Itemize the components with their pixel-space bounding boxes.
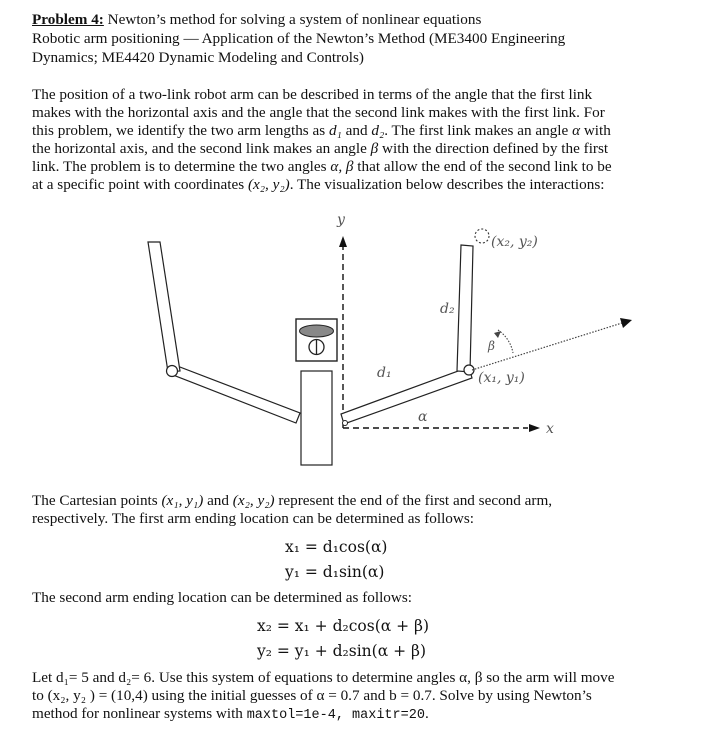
intro-text: with	[580, 122, 611, 139]
middle-text: The Cartesian points	[32, 492, 162, 509]
first-link-left	[168, 364, 300, 423]
equation-y1: y₁ = d₁sin(α)	[285, 563, 385, 581]
symbol-alpha-beta: α, β	[330, 158, 354, 175]
intro-text: link. The problem is to determine the two angles	[32, 158, 331, 175]
closing-line-1: Let d₁= 5 and d₂= 6. Use this system of equations to determine angles α, β so the arm will move	[32, 669, 615, 686]
intro-text: and	[341, 122, 372, 139]
beta-arrow-icon	[494, 331, 501, 338]
problem-label: Problem 4:	[32, 11, 104, 28]
equation-x2: x₂ = x₁ + d₂cos(α + β)	[257, 617, 430, 635]
y-axis-arrow-icon	[339, 236, 347, 247]
closing-text: method for nonlinear systems with	[32, 705, 247, 722]
base-joint	[343, 421, 348, 426]
joint-left	[167, 366, 178, 377]
symbol-d1: d₁	[328, 122, 342, 139]
middle-text: and	[203, 492, 233, 509]
symbol-x1y1: (x₁, y₁)	[161, 492, 204, 509]
second-link-right	[457, 245, 473, 372]
dial-top-icon	[300, 325, 334, 337]
base-column	[301, 371, 332, 465]
beta-arc	[498, 330, 513, 353]
intro-text: at a specific point with coordinates	[32, 176, 248, 193]
intro-text: that allow the end of the second link to be	[353, 158, 612, 175]
d1-label: d₁	[377, 365, 392, 381]
end2-label: (x₂, y₂)	[491, 234, 538, 250]
subtitle-line-1: Robotic arm positioning — Application of the Newton’s Method (ME3400 Engineering	[32, 30, 566, 47]
closing-line-2: to (x₂, y₂ ) = (10,4) using the initial guesses of α = 0.7 and b = 0.7. Solve by using Newton’s	[32, 687, 592, 704]
symbol-x2y2: (x₂, y₂)	[232, 492, 275, 509]
intro-text: this problem, we identify the two arm lengths as	[32, 122, 329, 139]
intro-text: with the direction defined by the first	[378, 140, 609, 157]
intro-text: the horizontal axis, and the second link makes an angle	[32, 140, 371, 157]
middle-text: represent the end of the first and second arm,	[274, 492, 553, 509]
second-link-left	[148, 242, 180, 372]
intro-text: . The visualization below describes the interactions:	[289, 176, 605, 193]
closing-line-3	[32, 705, 429, 725]
closing-text: .	[424, 705, 429, 722]
symbol-beta: β	[370, 140, 379, 157]
middle-line-1	[32, 492, 552, 510]
intro-line-2: makes with the horizontal axis and the angle that the second link makes with the first link. For	[32, 104, 605, 121]
subtitle-line-2: Dynamics; ME4420 Dynamic Modeling and Controls)	[32, 49, 364, 66]
d2-label: d₂	[440, 301, 455, 317]
equation-y2: y₂ = y₁ + d₂sin(α + β)	[257, 642, 427, 660]
symbol-d2: d₂	[371, 122, 385, 139]
symbol-x2y2: (x₂, y₂)	[247, 176, 290, 193]
alpha-label: α	[418, 409, 428, 425]
x-axis-label: x	[546, 421, 554, 437]
intro-line-1: The position of a two-link robot arm can be described in terms of the angle that the first link	[32, 86, 593, 103]
y-axis-label: y	[337, 212, 345, 228]
code-snippet: maxtol=1e-4, maxitr=20	[246, 708, 425, 723]
end1-label: (x₁, y₁)	[478, 370, 525, 386]
problem-title: Newton’s method for solving a system of nonlinear equations	[107, 11, 482, 28]
equation-x1: x₁ = d₁cos(α)	[285, 538, 388, 556]
beta-label: β	[488, 339, 495, 353]
middle-line-2: respectively. The first arm ending location can be determined as follows:	[32, 510, 474, 527]
symbol-alpha: α	[572, 122, 581, 139]
end-effector-target-icon	[475, 229, 489, 243]
x-axis-arrow-icon	[529, 424, 540, 432]
middle-line-3: The second arm ending location can be determined as follows:	[32, 589, 412, 606]
direction-arrow-icon	[620, 318, 632, 328]
first-link-right	[341, 367, 472, 424]
intro-text: . The first link makes an angle	[384, 122, 573, 139]
